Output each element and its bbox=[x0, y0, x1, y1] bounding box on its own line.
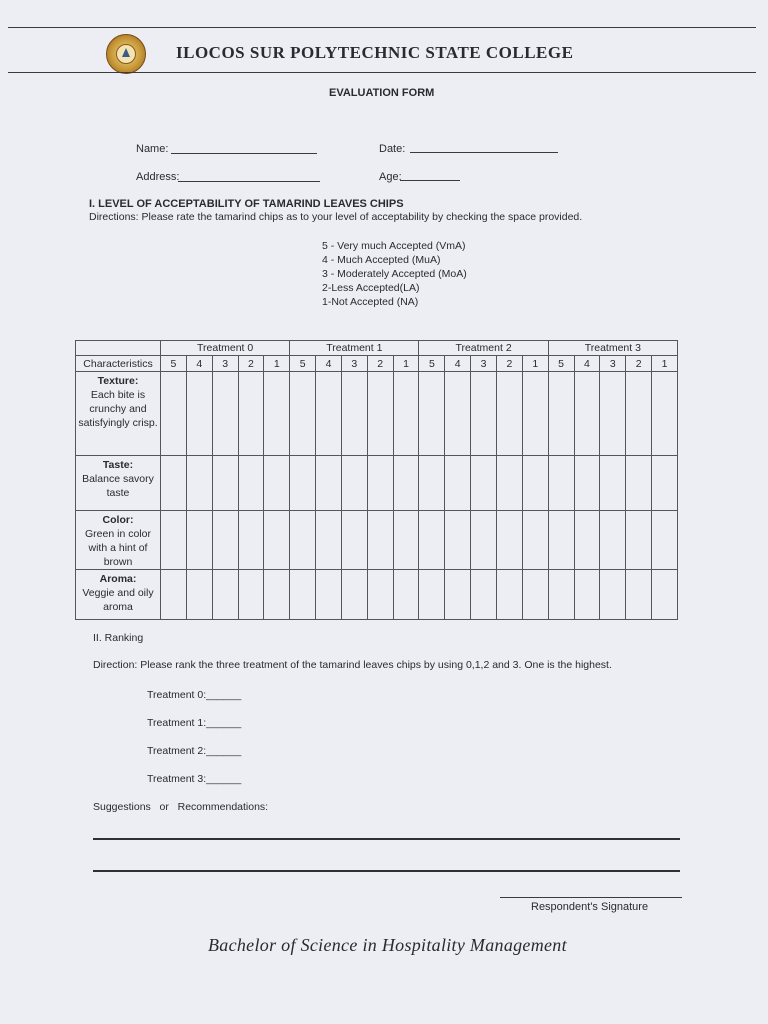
rating-checkbox-cell[interactable] bbox=[445, 511, 471, 570]
rating-checkbox-cell[interactable] bbox=[264, 372, 290, 456]
rating-header: 3 bbox=[212, 356, 238, 372]
rating-checkbox-cell[interactable] bbox=[161, 570, 187, 620]
rating-checkbox-cell[interactable] bbox=[574, 456, 600, 511]
rating-checkbox-cell[interactable] bbox=[652, 511, 678, 570]
signature-line[interactable] bbox=[500, 897, 682, 898]
rating-header: 1 bbox=[264, 356, 290, 372]
rating-checkbox-cell[interactable] bbox=[600, 511, 626, 570]
treatment-header-row bbox=[76, 341, 678, 356]
rating-checkbox-cell[interactable] bbox=[186, 570, 212, 620]
college-seal-icon bbox=[106, 34, 146, 74]
suggestions-line[interactable] bbox=[93, 838, 680, 840]
rating-checkbox-cell[interactable] bbox=[212, 372, 238, 456]
rating-checkbox-cell[interactable] bbox=[393, 456, 419, 511]
rating-checkbox-cell[interactable] bbox=[290, 570, 316, 620]
top-rule bbox=[8, 27, 756, 28]
table-corner bbox=[76, 341, 161, 356]
rating-checkbox-cell[interactable] bbox=[367, 372, 393, 456]
criterion-desc: Each bite is crunchy and satisfyingly crisp. bbox=[78, 389, 158, 429]
rating-checkbox-cell[interactable] bbox=[574, 372, 600, 456]
criterion-name: Texture: bbox=[97, 375, 139, 387]
characteristics-header: Characteristics bbox=[76, 356, 161, 372]
rating-checkbox-cell[interactable] bbox=[316, 511, 342, 570]
scale-item: 1-Not Accepted (NA) bbox=[322, 296, 419, 308]
name-field[interactable] bbox=[171, 153, 317, 154]
rating-checkbox-cell[interactable] bbox=[522, 456, 548, 511]
rating-header: 5 bbox=[419, 356, 445, 372]
rating-checkbox-cell[interactable] bbox=[238, 570, 264, 620]
date-label: Date: bbox=[379, 143, 406, 155]
rating-checkbox-cell[interactable] bbox=[212, 511, 238, 570]
rating-checkbox-cell[interactable] bbox=[290, 372, 316, 456]
rating-checkbox-cell[interactable] bbox=[419, 511, 445, 570]
criterion-name: Color: bbox=[102, 514, 134, 526]
rating-header: 4 bbox=[574, 356, 600, 372]
rating-checkbox-cell[interactable] bbox=[496, 570, 522, 620]
rating-checkbox-cell[interactable] bbox=[574, 570, 600, 620]
rating-header: 4 bbox=[186, 356, 212, 372]
scale-item: 4 - Much Accepted (MuA) bbox=[322, 254, 441, 266]
section1-title: I. LEVEL OF ACCEPTABILITY OF TAMARIND LEAVES CHIPS bbox=[89, 198, 404, 210]
rating-checkbox-cell[interactable] bbox=[445, 372, 471, 456]
treatment-header: Treatment 1 bbox=[290, 341, 419, 356]
rating-checkbox-cell[interactable] bbox=[626, 372, 652, 456]
rating-checkbox-cell[interactable] bbox=[419, 372, 445, 456]
criterion-cell bbox=[76, 511, 161, 570]
rating-checkbox-cell[interactable] bbox=[445, 570, 471, 620]
rating-checkbox-cell[interactable] bbox=[626, 511, 652, 570]
rating-checkbox-cell[interactable] bbox=[626, 456, 652, 511]
criterion-desc: Veggie and oily aroma bbox=[82, 587, 154, 613]
rating-checkbox-cell[interactable] bbox=[212, 570, 238, 620]
rating-checkbox-cell[interactable] bbox=[186, 372, 212, 456]
rating-checkbox-cell[interactable] bbox=[341, 372, 367, 456]
rating-checkbox-cell[interactable] bbox=[548, 372, 574, 456]
rating-checkbox-cell[interactable] bbox=[264, 456, 290, 511]
rating-header: 4 bbox=[316, 356, 342, 372]
program-footer: Bachelor of Science in Hospitality Management bbox=[208, 935, 567, 955]
treatment-header: Treatment 2 bbox=[419, 341, 548, 356]
rating-header: 3 bbox=[341, 356, 367, 372]
rating-checkbox-cell[interactable] bbox=[471, 511, 497, 570]
rating-checkbox-cell[interactable] bbox=[264, 511, 290, 570]
rating-checkbox-cell[interactable] bbox=[496, 511, 522, 570]
rating-header: 1 bbox=[522, 356, 548, 372]
rating-checkbox-cell[interactable] bbox=[626, 570, 652, 620]
signature-label: Respondent's Signature bbox=[531, 901, 649, 913]
rating-checkbox-cell[interactable] bbox=[471, 372, 497, 456]
suggestions-line[interactable] bbox=[93, 870, 680, 872]
name-label: Name: bbox=[136, 143, 169, 155]
rating-checkbox-cell[interactable] bbox=[341, 511, 367, 570]
rating-header-row bbox=[76, 356, 678, 372]
age-field[interactable] bbox=[400, 180, 460, 181]
rating-table bbox=[75, 340, 678, 620]
rating-checkbox-cell[interactable] bbox=[600, 570, 626, 620]
rating-checkbox-cell[interactable] bbox=[496, 456, 522, 511]
table-row bbox=[76, 456, 678, 511]
rating-header: 5 bbox=[548, 356, 574, 372]
rating-checkbox-cell[interactable] bbox=[161, 372, 187, 456]
rating-checkbox-cell[interactable] bbox=[212, 456, 238, 511]
rating-checkbox-cell[interactable] bbox=[548, 570, 574, 620]
rating-checkbox-cell[interactable] bbox=[471, 456, 497, 511]
rating-checkbox-cell[interactable] bbox=[186, 511, 212, 570]
rating-checkbox-cell[interactable] bbox=[367, 456, 393, 511]
rating-checkbox-cell[interactable] bbox=[367, 570, 393, 620]
date-field[interactable] bbox=[410, 152, 558, 153]
rating-checkbox-cell[interactable] bbox=[341, 570, 367, 620]
rating-header: 1 bbox=[652, 356, 678, 372]
address-label: Address: bbox=[136, 171, 180, 183]
criterion-cell bbox=[76, 372, 161, 456]
rating-checkbox-cell[interactable] bbox=[419, 570, 445, 620]
rating-checkbox-cell[interactable] bbox=[316, 456, 342, 511]
rating-header: 2 bbox=[238, 356, 264, 372]
rating-checkbox-cell[interactable] bbox=[600, 372, 626, 456]
rating-checkbox-cell[interactable] bbox=[471, 570, 497, 620]
rating-checkbox-cell[interactable] bbox=[393, 372, 419, 456]
rating-checkbox-cell[interactable] bbox=[393, 570, 419, 620]
rating-header: 3 bbox=[600, 356, 626, 372]
rating-checkbox-cell[interactable] bbox=[600, 456, 626, 511]
rating-checkbox-cell[interactable] bbox=[161, 511, 187, 570]
rating-checkbox-cell[interactable] bbox=[393, 511, 419, 570]
ranking-item[interactable]: Treatment 0:______ bbox=[147, 689, 242, 701]
table-row bbox=[76, 570, 678, 620]
ranking-item[interactable]: Treatment 1:______ bbox=[147, 717, 242, 729]
rating-checkbox-cell[interactable] bbox=[238, 372, 264, 456]
rating-header: 2 bbox=[626, 356, 652, 372]
criterion-name: Aroma: bbox=[99, 573, 137, 585]
rating-checkbox-cell[interactable] bbox=[522, 372, 548, 456]
rating-checkbox-cell[interactable] bbox=[419, 456, 445, 511]
section2-title: II. Ranking bbox=[93, 632, 144, 644]
rating-checkbox-cell[interactable] bbox=[316, 570, 342, 620]
criterion-cell bbox=[76, 456, 161, 511]
section1-directions: Directions: Please rate the tamarind chips as to your level of acceptability by checking the space provided. bbox=[89, 211, 583, 223]
rating-header: 1 bbox=[393, 356, 419, 372]
rating-checkbox-cell[interactable] bbox=[367, 511, 393, 570]
rating-checkbox-cell[interactable] bbox=[652, 570, 678, 620]
table-row bbox=[76, 511, 678, 570]
rating-checkbox-cell[interactable] bbox=[186, 456, 212, 511]
rating-checkbox-cell[interactable] bbox=[522, 570, 548, 620]
rating-checkbox-cell[interactable] bbox=[161, 456, 187, 511]
rating-header: 5 bbox=[290, 356, 316, 372]
rating-header: 3 bbox=[471, 356, 497, 372]
rating-checkbox-cell[interactable] bbox=[264, 570, 290, 620]
college-name: ILOCOS SUR POLYTECHNIC STATE COLLEGE bbox=[176, 43, 574, 62]
form-title: EVALUATION FORM bbox=[329, 87, 435, 99]
rating-checkbox-cell[interactable] bbox=[548, 456, 574, 511]
rating-checkbox-cell[interactable] bbox=[316, 372, 342, 456]
scale-item: 5 - Very much Accepted (VmA) bbox=[322, 240, 466, 252]
rating-header: 2 bbox=[496, 356, 522, 372]
criterion-cell bbox=[76, 570, 161, 620]
suggestions-label: Suggestions or Recommendations: bbox=[93, 801, 269, 813]
ranking-item[interactable]: Treatment 3:______ bbox=[147, 773, 242, 785]
rating-checkbox-cell[interactable] bbox=[238, 511, 264, 570]
scale-item: 3 - Moderately Accepted (MoA) bbox=[322, 268, 467, 280]
rating-checkbox-cell[interactable] bbox=[522, 511, 548, 570]
header-rule bbox=[8, 72, 756, 73]
rating-checkbox-cell[interactable] bbox=[445, 456, 471, 511]
criterion-desc: Balance savory taste bbox=[82, 473, 154, 499]
criterion-name: Taste: bbox=[102, 459, 134, 471]
ranking-item[interactable]: Treatment 2:______ bbox=[147, 745, 242, 757]
rating-checkbox-cell[interactable] bbox=[496, 372, 522, 456]
scale-item: 2-Less Accepted(LA) bbox=[322, 282, 420, 294]
address-field[interactable] bbox=[178, 181, 320, 182]
rating-header: 2 bbox=[367, 356, 393, 372]
rating-checkbox-cell[interactable] bbox=[574, 511, 600, 570]
rating-checkbox-cell[interactable] bbox=[290, 456, 316, 511]
table-row bbox=[76, 372, 678, 456]
rating-checkbox-cell[interactable] bbox=[652, 456, 678, 511]
criterion-desc: Green in color with a hint of brown bbox=[85, 528, 151, 568]
rating-checkbox-cell[interactable] bbox=[290, 511, 316, 570]
rating-checkbox-cell[interactable] bbox=[652, 372, 678, 456]
age-label: Age: bbox=[379, 171, 402, 183]
section2-direction: Direction: Please rank the three treatment of the tamarind leaves chips by using 0,1,2 and 3. One is the highest. bbox=[93, 659, 612, 671]
treatment-header: Treatment 3 bbox=[548, 341, 677, 356]
treatment-header: Treatment 0 bbox=[161, 341, 290, 356]
rating-header: 4 bbox=[445, 356, 471, 372]
rating-checkbox-cell[interactable] bbox=[548, 511, 574, 570]
rating-header: 5 bbox=[161, 356, 187, 372]
rating-checkbox-cell[interactable] bbox=[341, 456, 367, 511]
rating-checkbox-cell[interactable] bbox=[238, 456, 264, 511]
